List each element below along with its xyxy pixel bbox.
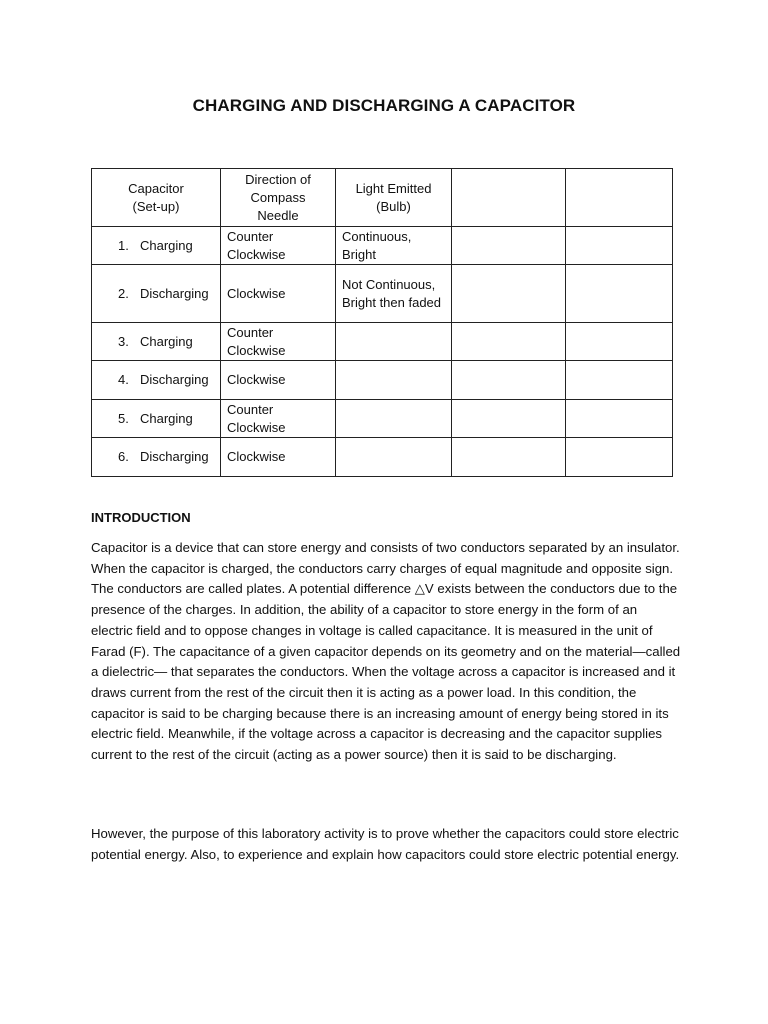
compass-direction-cell: Clockwise (221, 361, 336, 400)
trial-setup: Discharging (140, 285, 209, 301)
compass-direction-cell: Counter Clockwise (221, 400, 336, 438)
header-empty-5 (566, 169, 673, 227)
header-light-emitted: Light Emitted (Bulb) (336, 169, 452, 227)
header-capacitor-setup: Capacitor (Set-up) (92, 169, 221, 227)
empty-cell (566, 438, 673, 477)
trial-number: 6. (118, 449, 129, 464)
empty-cell (452, 265, 566, 323)
trial-number: 1. (118, 237, 129, 253)
table-row (92, 361, 673, 400)
results-table-body (92, 169, 673, 477)
empty-cell (452, 400, 566, 438)
empty-cell (452, 227, 566, 265)
table-header-row (92, 169, 673, 227)
header-empty-4 (452, 169, 566, 227)
light-emitted-cell (336, 400, 452, 438)
introduction-heading: INTRODUCTION (91, 510, 191, 525)
empty-cell (452, 438, 566, 477)
compass-direction-cell: Counter Clockwise (221, 227, 336, 265)
setup-cell (92, 323, 221, 361)
setup-cell (92, 227, 221, 265)
table-row (92, 323, 673, 361)
table-row (92, 265, 673, 323)
empty-cell (566, 400, 673, 438)
trial-setup: Charging (140, 333, 193, 349)
light-emitted-cell (336, 361, 452, 400)
trial-number: 4. (118, 372, 129, 387)
light-emitted-cell: Not Continuous, Bright then faded (336, 265, 452, 323)
light-emitted-cell: Continuous, Bright (336, 227, 452, 265)
trial-setup: Discharging (140, 449, 209, 464)
compass-direction-cell: Clockwise (221, 438, 336, 477)
compass-direction-cell: Clockwise (221, 265, 336, 323)
results-table (91, 168, 673, 477)
empty-cell (452, 323, 566, 361)
setup-cell (92, 400, 221, 438)
trial-number: 5. (118, 410, 129, 426)
empty-cell (566, 265, 673, 323)
empty-cell (566, 361, 673, 400)
light-emitted-cell (336, 438, 452, 477)
trial-setup: Charging (140, 410, 193, 426)
table-row (92, 227, 673, 265)
empty-cell (452, 361, 566, 400)
compass-direction-cell: Counter Clockwise (221, 323, 336, 361)
introduction-paragraph-2: However, the purpose of this laboratory activity is to prove whether the capacitors could store electric potential energy. Also, to experience and explain how capacitors could store electric potential energy. (91, 826, 680, 862)
document-title: CHARGING AND DISCHARGING A CAPACITOR (192, 96, 576, 115)
table-row (92, 438, 673, 477)
empty-cell (566, 323, 673, 361)
trial-number: 3. (118, 333, 129, 349)
setup-cell (92, 438, 221, 477)
setup-cell (92, 361, 221, 400)
trial-setup: Discharging (140, 372, 209, 387)
setup-cell (92, 265, 221, 323)
empty-cell (566, 227, 673, 265)
trial-number: 2. (118, 285, 129, 301)
trial-setup: Charging (140, 237, 193, 253)
table-row (92, 400, 673, 438)
introduction-paragraph-1: Capacitor is a device that can store energy and consists of two conductors separated by an insulator. When the capacitor is charged, the conductors carry charges of equal magnitude and opposite sign. The conductors are called plates. A potential difference △V exists between the conductors due to the presence of the charges. In addition, the ability of a capacitor to store energy in the form of an electric field and to oppose changes in voltage is called capacitance. It is measured in the unit of Farad (F). The capacitance of a given capacitor depends on its geometry and on the material—called a dielectric— that separates the conductors. When the voltage across a capacitor is increased and it draws current from the rest of the circuit then it is acting as a power load. In this condition, the capacitor is said to be charging because there is an increasing amount of energy being stored in its electric field. Meanwhile, if the voltage across a capacitor is decreasing and the capacitor supplies current to the rest of the circuit (acting as a power source) then it is said to be discharging. (91, 540, 681, 763)
header-compass-direction: Direction of Compass Needle (221, 169, 336, 227)
light-emitted-cell (336, 323, 452, 361)
